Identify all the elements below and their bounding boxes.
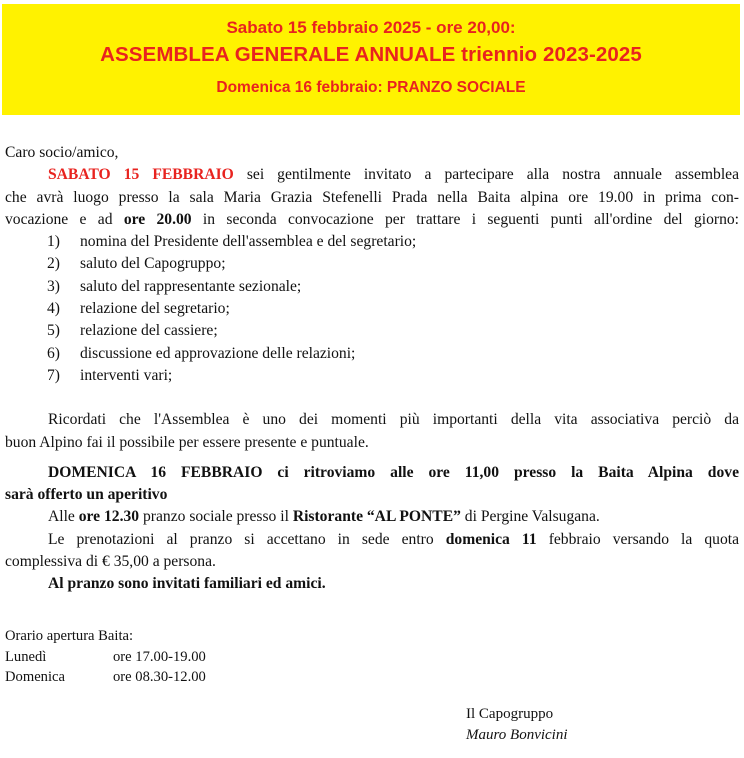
lunch-time: ore 12.30 <box>78 508 140 526</box>
opening-hours-title: Orario apertura Baita: <box>5 628 134 644</box>
hours-row: Domenica ore 08.30-12.00 <box>5 669 206 685</box>
reminder-line-1: Ricordati che l'Assemblea è uno dei momenti più importanti della vita associativa perciò da <box>48 411 739 429</box>
intro-line-3-a: vocazione e ad <box>5 210 124 228</box>
lunch-line: Alle ore 12.30 pranzo sociale presso il Ristorante “AL PONTE” di Pergine Valsugana. <box>48 508 600 526</box>
signature-role: Il Capogruppo <box>466 706 554 722</box>
agenda-item: 4) relazione del segretario; <box>47 300 230 318</box>
signature <box>466 704 568 746</box>
restaurant-name: Ristorante “AL PONTE” <box>292 508 461 526</box>
hours-row: Lunedì ore 17.00-19.00 <box>5 648 206 665</box>
agenda-item: 6) discussione ed approvazione delle relazioni; <box>47 344 356 362</box>
booking-line-2: complessiva di € 35,00 a persona. <box>5 553 216 571</box>
second-call-time: ore 20.00 <box>123 210 192 228</box>
banner-title: ASSEMBLEA GENERALE ANNUALE triennio 2023-2025 <box>100 43 642 66</box>
agenda-item: 1) nomina del Presidente dell'assemblea e del segretario; <box>47 233 417 251</box>
intro-line-1 <box>5 164 739 186</box>
booking-deadline: domenica 11 <box>445 530 537 548</box>
letter-body <box>5 142 739 596</box>
agenda-item: 2) saluto del Capogruppo; <box>47 255 226 273</box>
signature-name: Mauro Bonvicini <box>466 727 568 743</box>
agenda-item: 5) relazione del cassiere; <box>47 322 218 340</box>
intro-line-2: che avrà luogo presso la sala Maria Grazia Stefenelli Prada nella Baita alpina ore 19.00 in prima con- <box>5 188 739 206</box>
banner-lunch-line: Domenica 16 febbraio: PRANZO SOCIALE <box>216 79 526 96</box>
intro-line-3 <box>5 209 739 231</box>
banner-date-line: Sabato 15 febbraio 2025 - ore 20,00: <box>226 18 516 37</box>
intro-text: sei gentilmente invitato a partecipare alla nostra annuale assemblea <box>233 166 739 184</box>
intro-date-highlight: SABATO 15 FEBBRAIO <box>48 166 234 184</box>
sunday-line-1: DOMENICA 16 FEBBRAIO ci ritroviamo alle ore 11,00 presso la Baita Alpina dove <box>48 463 739 481</box>
header-banner <box>2 4 740 115</box>
agenda-item: 3) saluto del rappresentante sezionale; <box>47 277 302 295</box>
agenda-item: 7) interventi vari; <box>47 366 173 384</box>
reminder-line-2: buon Alpino fai il possibile per essere presente e puntuale. <box>5 433 369 451</box>
booking-line-1: Le prenotazioni al pranzo si accettano in sede entro domenica 11 febbraio versando la quota <box>48 530 740 548</box>
opening-hours <box>5 626 206 688</box>
sunday-line-2: sarà offerto un aperitivo <box>5 486 168 504</box>
greeting: Caro socio/amico, <box>5 144 119 161</box>
invite-line: Al pranzo sono invitati familiari ed amici. <box>48 575 326 593</box>
intro-line-3-b: in seconda convocazione per trattare i seguenti punti all'ordine del giorno: <box>191 210 740 228</box>
agenda-list <box>5 231 739 387</box>
